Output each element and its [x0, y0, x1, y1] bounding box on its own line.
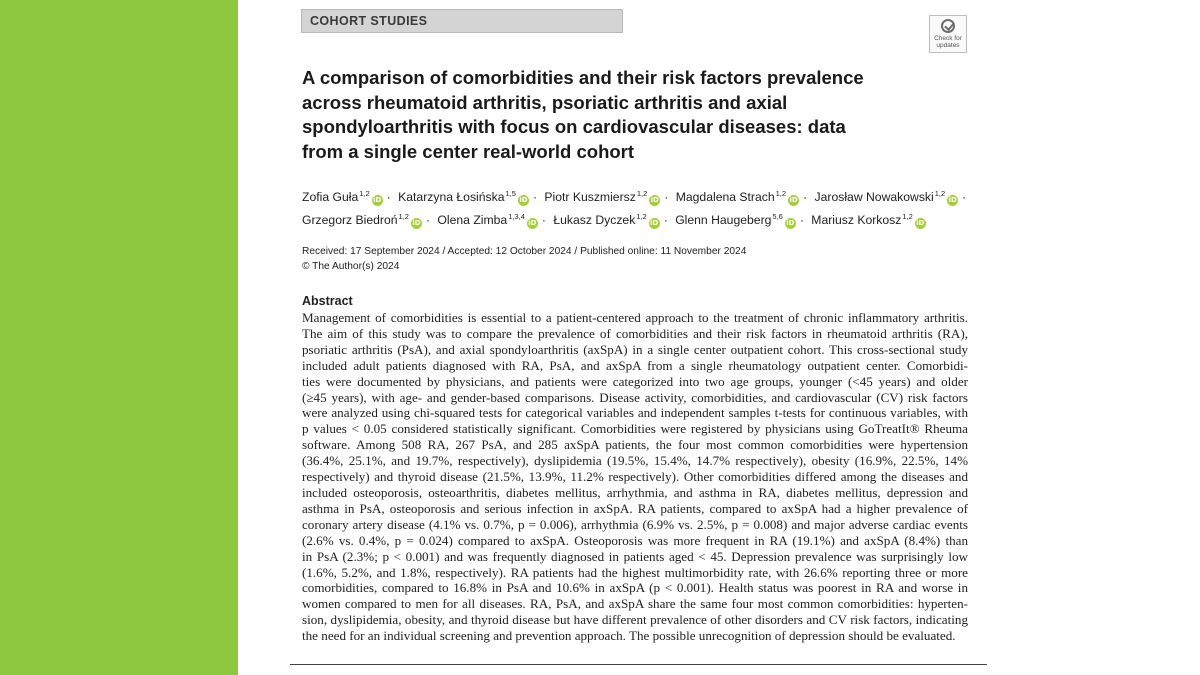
bottom-rule: [290, 664, 987, 665]
abstract-line: sion, dyslipidemia, obesity, and thyroid disease but have different prevalence of other disorders and CV risk factors, indicating: [302, 612, 968, 628]
copyright-line: © The Author(s) 2024: [302, 261, 400, 272]
abstract-line: software. Among 508 RA, 267 PsA, and 285 axSpA patients, the four most common comorbidities were hypertension: [302, 437, 968, 453]
author-name: Magdalena Strach: [675, 190, 775, 204]
abstract-line: The aim of this study was to compare the prevalence of comorbidities and their risk factors in rheumatoid arthritis (RA),: [302, 325, 968, 341]
author-name: Katarzyna Łosińska: [398, 190, 505, 204]
author-separator: ·: [425, 213, 431, 227]
author-name: Grzegorz Biedroń: [302, 213, 398, 227]
author: [676, 190, 799, 204]
author: [815, 190, 959, 204]
abstract-line: (2.6% vs. 0.4%, p = 0.024) compared to axSpA. Osteoporosis was more frequent in RA (19.1%) and axSpA (8.4%) than: [302, 532, 968, 548]
author-affiliation: 1,2: [398, 212, 409, 221]
check-for-updates-badge[interactable]: [929, 15, 967, 53]
abstract-line: comorbidities, compared to 16.8% in PsA and 10.6% in axSpA (p < 0.001). Health status was poorest in RA and worse in: [302, 580, 968, 596]
abstract-line: (1.6%, 5.2%, and 1.8%, respectively). RA patients had the highest multimorbidity rate, with 26.6% reporting three or more: [302, 564, 968, 580]
author-name: Piotr Kuszmiersz: [544, 190, 636, 204]
orcid-icon[interactable]: iD: [519, 196, 528, 204]
author-line: [302, 207, 982, 230]
author-separator: ·: [532, 190, 537, 204]
orcid-icon[interactable]: iD: [948, 196, 957, 204]
author-affiliation: 1,5: [505, 189, 516, 198]
orcid-icon[interactable]: iD: [528, 219, 537, 227]
author-affiliation: 1,2: [636, 189, 648, 198]
check-for-updates-text: Check for updates: [934, 35, 962, 49]
publication-dates: [302, 244, 746, 274]
author-separator: ·: [799, 213, 804, 227]
author-name: Olena Zimba: [437, 213, 508, 227]
author-list: [302, 184, 982, 230]
author: [302, 190, 383, 204]
author-separator: ·: [664, 190, 669, 204]
author: [437, 213, 537, 227]
abstract-line: psoriatic arthritis (PsA), and axial spondyloarthritis (axSpA) in a single center outpatient cohort. This cross-sectional study: [302, 341, 968, 357]
author-affiliation: 1,2: [636, 212, 647, 221]
abstract-line: women compared to men for all diseases. RA, PsA, and axSpA share the same four most common comorbidities: hyperten-: [302, 596, 968, 612]
title-line: from a single center real-world cohort: [302, 140, 635, 162]
section-label: COHORT STUDIES: [301, 9, 623, 33]
orcid-icon[interactable]: iD: [650, 196, 659, 204]
abstract-line: included osteoporosis, osteoarthritis, diabetes mellitus, arrhythmia, and asthma in RA, diabetes mellitus, depression and: [302, 484, 968, 500]
author-affiliation: 5,6: [772, 212, 783, 221]
author-affiliation: 1,2: [775, 189, 787, 198]
title-line: A comparison of comorbidities and their risk factors prevalence: [302, 67, 864, 88]
author-name: Zofia Guła: [302, 190, 359, 204]
author-separator: ·: [663, 213, 668, 227]
abstract-line: included adult patients diagnosed with RA, PsA, and axSpA from a single rheumatology outpatient center. Comorbidi-: [302, 357, 968, 373]
abstract-line: coronary artery disease (4.1% vs. 0.7%, p = 0.006), arrhythmia (6.9% vs. 2.5%, p = 0.008) and major adverse cardiac events: [302, 516, 968, 532]
abstract-line: (≥45 years), with age- and gender-based comparisons. Disease activity, comorbidities, and cardiovascular (CV) risk factors: [302, 389, 968, 405]
orcid-icon[interactable]: iD: [916, 219, 925, 227]
title-line: across rheumatoid arthritis, psoriatic arthritis and axial: [302, 91, 788, 113]
author: [811, 213, 926, 227]
orcid-icon[interactable]: iD: [373, 196, 382, 204]
author: [302, 213, 422, 227]
abstract-line: (36.4%, 25.1%, and 19.7%, respectively), dyslipidemia (19.5%, 15.4%, 14.7% respectively), obesity (16.9%, 22.5%, 14%: [302, 453, 968, 469]
green-side-panel: [0, 0, 238, 675]
author-line: [302, 184, 982, 207]
author-affiliation: 1,3,4: [508, 212, 525, 221]
abstract-line: respectively) and thyroid disease (21.5%, 13.9%, 11.2% respectively). Other comorbidities differed among the diseases and: [302, 469, 968, 485]
author-separator: ·: [962, 190, 967, 204]
article-title: [302, 66, 882, 164]
author-separator: ·: [803, 190, 808, 204]
author-name: Jarosław Nowakowski: [814, 190, 934, 204]
abstract-line: p values < 0.05 considered statistically significant. Comorbidities were registered by physicians using GoTreatIt® Rheuma: [302, 421, 968, 437]
title-line: spondyloarthritis with focus on cardiovascular diseases: data: [302, 116, 846, 137]
author-separator: ·: [386, 190, 391, 204]
orcid-icon[interactable]: iD: [412, 219, 421, 227]
abstract-line: asthma in PsA, osteoporosis and serious infection in axSpA. RA patients, compared to axSpA had a higher prevalence of: [302, 500, 968, 516]
abstract-line: were analyzed using chi-squared tests for categorical variables and independent samples t-tests for continuous variables, with: [302, 405, 968, 421]
author-affiliation: 1,2: [359, 189, 370, 198]
author-name: Mariusz Korkosz: [811, 213, 902, 227]
author-name: Łukasz Dyczek: [553, 213, 636, 227]
abstract-line: the need for an individual screening and prevention approach. The possible unrecognition of depression should be evaluated.: [302, 628, 956, 644]
author-name: Glenn Haugeberg: [675, 213, 772, 227]
abstract-heading: Abstract: [302, 294, 353, 308]
author: [675, 213, 796, 227]
author-affiliation: 1,2: [902, 212, 913, 221]
author: [544, 190, 660, 204]
abstract-line: Management of comorbidities is essential to a patient-centered approach to the treatment of chronic inflammatory arthritis.: [302, 310, 968, 325]
abstract-body: [302, 310, 968, 644]
author-affiliation: 1,2: [934, 189, 946, 198]
orcid-icon[interactable]: iD: [789, 196, 798, 204]
abstract-line: ties were documented by physicians, and patients were categorized into two age groups, younger (<45 years) and older: [302, 373, 968, 389]
author: [398, 190, 529, 204]
orcid-icon[interactable]: iD: [650, 219, 659, 227]
check-for-updates-icon: [941, 19, 955, 33]
author-separator: ·: [541, 213, 546, 227]
orcid-icon[interactable]: iD: [786, 219, 795, 227]
author: [553, 213, 659, 227]
abstract-line: in PsA (2.3%; p < 0.001) and was frequently diagnosed in patients aged < 45. Depression prevalence was surprisingly low: [302, 548, 968, 564]
dates-line: Received: 17 September 2024 / Accepted: 12 October 2024 / Published online: 11 November 2024: [302, 246, 747, 257]
